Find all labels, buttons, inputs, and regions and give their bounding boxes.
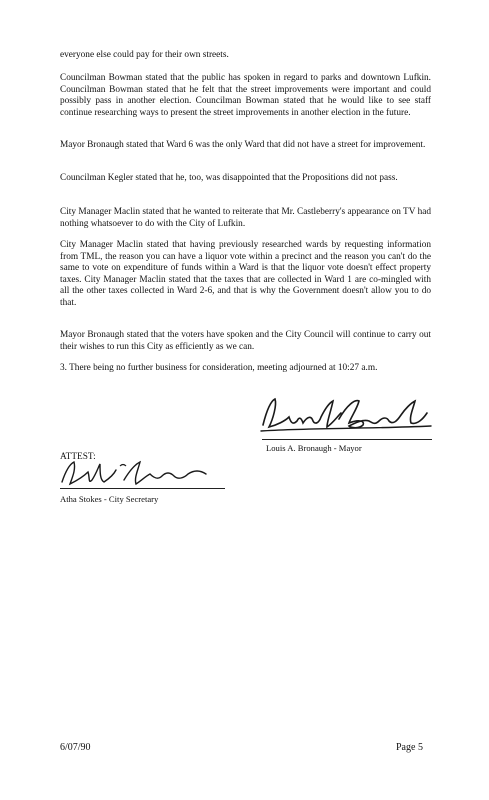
footer-page-number: Page 5 [396,742,423,753]
mayor-name-title: Louis A. Bronaugh - Mayor [266,443,362,453]
paragraph-bowman: Councilman Bowman stated that the public has spoken in regard to parks and downtown Lufkin. Councilman Bowman stated that he felt that the street improvements were important and could possibly pass in another election. Councilman Bowman stated that he would like to see staff continue researching ways to present the street improvements in another election in the future. [60,73,431,118]
secretary-signature [58,458,228,490]
mayor-signature [255,395,435,440]
secretary-signature-line [60,488,225,489]
mayor-signature-line [262,439,432,440]
paragraph-adjourned: 3. There being no further business for consideration, meeting adjourned at 10:27 a.m. [60,363,378,373]
paragraph-bronaugh-voters: Mayor Bronaugh stated that the voters have spoken and the City Council will continue to carry out their wishes to run this City as efficiently as we can. [60,330,431,352]
paragraph-continuation: everyone else could pay for their own streets. [60,50,229,60]
secretary-name-title: Atha Stokes - City Secretary [60,494,159,504]
footer-date: 6/07/90 [60,742,91,753]
attest-label: ATTEST: [60,452,96,462]
paragraph-bronaugh-ward6: Mayor Bronaugh stated that Ward 6 was the only Ward that did not have a street for improvement. [60,140,426,150]
paragraph-kegler: Councilman Kegler stated that he, too, was disappointed that the Propositions did not pass. [60,173,398,183]
paragraph-maclin-castleberry: City Manager Maclin stated that he wanted to reiterate that Mr. Castleberry's appearance on TV had nothing whatsoever to do with the City of Lufkin. [60,207,432,229]
paragraph-maclin-tml: City Manager Maclin stated that having previously researched wards by requesting information from TML, the reason you can have a liquor vote within a precinct and the reason you can't do the same to vote on expenditure of funds within a Ward is that the liquor vote doesn't effect property taxes. City Manager Maclin stated that the taxes that are collected in Ward 1 are co-mingled with all the other taxes collected in Ward 2-6, and that is why the Government doesn't allow you to do that. [60,240,431,308]
